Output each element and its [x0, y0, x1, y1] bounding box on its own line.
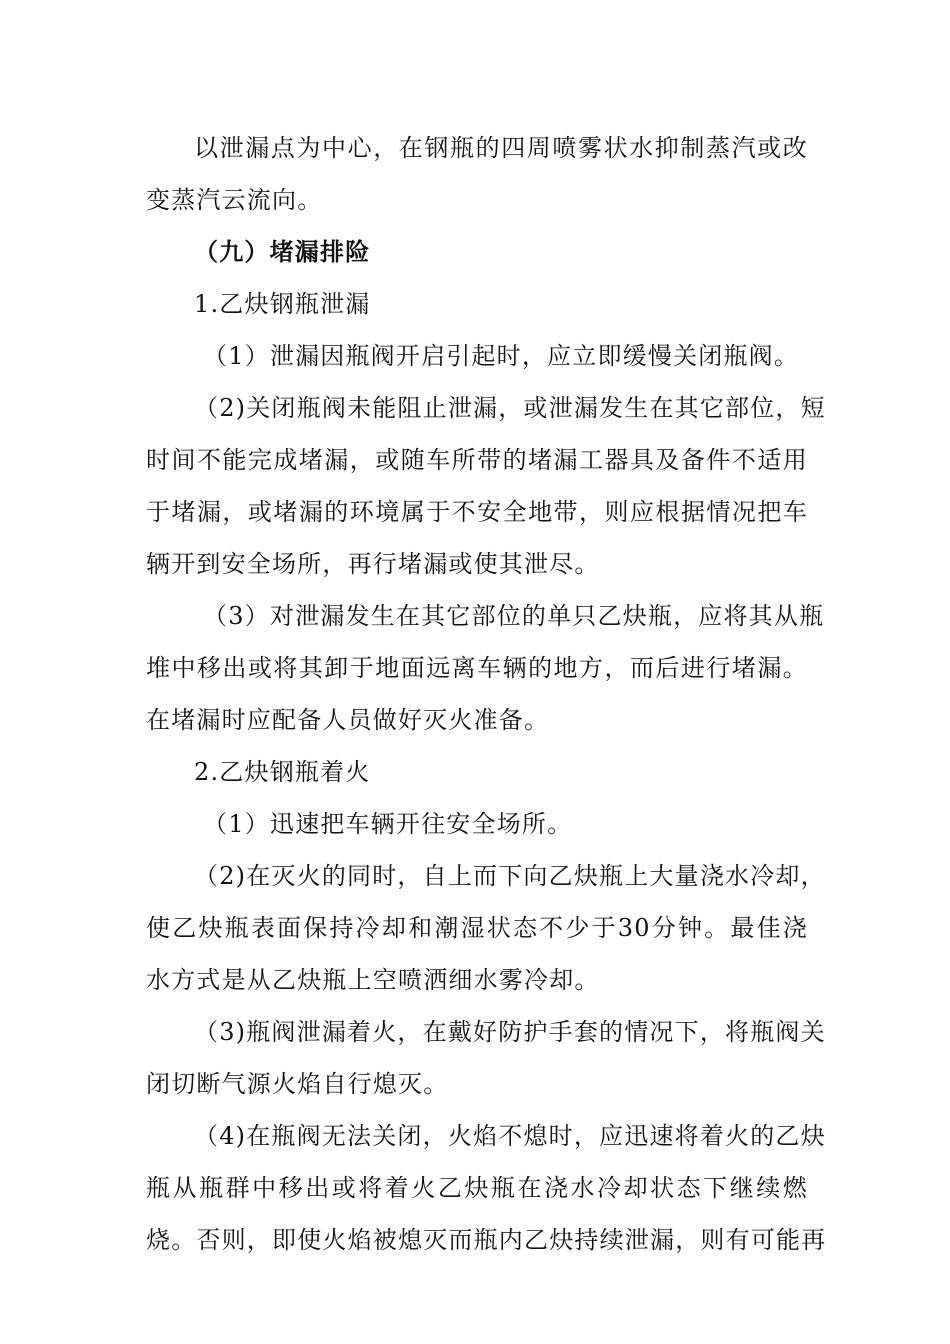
paragraph-line: 烧。否则，即使火焰被熄灭而瓶内乙炔持续泄漏，则有可能再 — [146, 1226, 827, 1254]
paragraph-line: 堆中移出或将其卸于地面远离车辆的地方，而后进行堵漏。 — [146, 654, 808, 682]
paragraph-line: 时间不能完成堵漏，或随车所带的堵漏工器具及备件不适用 — [146, 446, 808, 474]
paragraph-line: 水方式是从乙炔瓶上空喷洒细水雾冷却。 — [146, 966, 600, 994]
paragraph-line: 闭切断气源火焰自行熄灭。 — [146, 1070, 449, 1098]
paragraph-line: （1）迅速把车辆开往安全场所。 — [203, 810, 573, 838]
paragraph-line: 使乙炔瓶表面保持冷却和潮湿状态不少于30分钟。最佳浇 — [146, 914, 808, 942]
paragraph-line: （4)在瓶阀无法关闭，火焰不熄时，应迅速将着火的乙炔 — [194, 1122, 826, 1150]
paragraph-line: 辆开到安全场所，再行堵漏或使其泄尽。 — [146, 550, 600, 578]
paragraph-line: （3)瓶阀泄漏着火，在戴好防护手套的情况下，将瓶阀关 — [194, 1018, 826, 1046]
paragraph-line: 以泄漏点为中心，在钢瓶的四周喷雾状水抑制蒸汽或改 — [194, 134, 808, 162]
paragraph-line: 变蒸汽云流向。 — [146, 186, 323, 214]
paragraph-line: （3）对泄漏发生在其它部位的单只乙炔瓶，应将其从瓶 — [203, 602, 825, 630]
paragraph-line: 在堵漏时应配备人员做好灭火准备。 — [146, 706, 550, 734]
section-heading: （九）堵漏排险 — [194, 237, 371, 266]
paragraph-line: 瓶从瓶群中移出或将着火乙炔瓶在浇水冷却状态下继续燃 — [146, 1174, 808, 1202]
paragraph-line: （2)关闭瓶阀未能阻止泄漏，或泄漏发生在其它部位，短 — [194, 394, 826, 422]
paragraph-line: 于堵漏，或堵漏的环境属于不安全地带，则应根据情况把车 — [146, 498, 808, 526]
subsection-heading: 1.乙炔钢瓶泄漏 — [194, 290, 371, 318]
subsection-heading: 2.乙炔钢瓶着火 — [194, 758, 371, 786]
paragraph-line: （2)在灭火的同时，自上而下向乙炔瓶上大量浇水冷却， — [194, 862, 826, 890]
paragraph-line: （1）泄漏因瓶阀开启引起时，应立即缓慢关闭瓶阀。 — [203, 342, 800, 370]
